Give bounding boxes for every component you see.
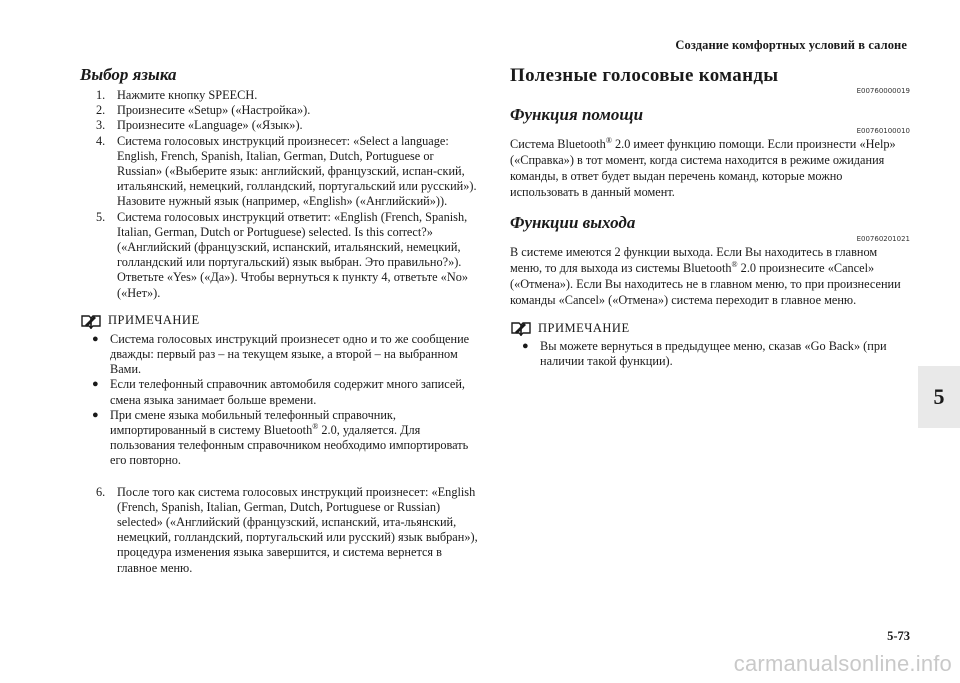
note-icon — [510, 320, 532, 336]
step-text: Произнесите «Setup» («Настройка»). — [117, 103, 311, 118]
note-label: ПРИМЕЧАНИЕ — [108, 313, 200, 328]
exit-text: В системе имеются 2 функции выхода. Если Вы находитесь в главном меню, то для выхода из системы Bluetooth® 2.0 произнесите «Cancel» («Отмена»). Если Вы находитесь не в главном меню, то при произнесении команды «Cancel» («Отмена») система переходит в главное меню. — [510, 245, 901, 307]
bullet-icon: ● — [522, 340, 529, 352]
note-text: При смене языка мобильный телефонный справочник, импортированный в систему Bluetooth® 2.0, удаляется. Для пользования телефонным справочником необходимо импортировать его повторно. — [110, 407, 469, 468]
exit-section — [510, 212, 910, 308]
step-item-6 — [80, 485, 480, 576]
note-item — [80, 377, 480, 407]
note-heading — [80, 313, 480, 329]
note-text: Если телефонный справочник автомобиля содержит много записей, смена языка занимает больше времени. — [110, 377, 465, 407]
step-text: Система голосовых инструкций ответит: «English (French, Spanish, Italian, German, Dutch or Portuguese) selected. Is this correct?» («Английский (французский, испанский, итальянский, немецкий, голландский или португальский) язык выбран. Это правильно?»). Ответьте «Yes» («Да»). Чтобы вернуться к пункту 4, ответьте «No» («Нет»). — [117, 209, 468, 300]
exit-code: E00760201021 — [856, 235, 910, 243]
step-text: Произнесите «Language» («Язык»). — [117, 118, 303, 133]
note-heading — [510, 320, 910, 336]
exit-title: Функции выхода — [510, 213, 636, 232]
language-steps — [80, 88, 480, 301]
page-number: 5-73 — [887, 629, 910, 643]
left-column — [80, 64, 480, 576]
note-icon — [80, 313, 102, 329]
note-list — [510, 339, 910, 369]
note-item — [510, 339, 910, 369]
help-title: Функция помощи — [510, 105, 644, 124]
step-item: 1. Нажмите кнопку SPEECH. — [80, 88, 480, 103]
right-column — [510, 64, 910, 369]
bullet-icon: ● — [92, 332, 99, 345]
step-text: Нажмите кнопку SPEECH. — [117, 88, 258, 102]
help-section — [510, 104, 910, 200]
note-list — [80, 332, 480, 469]
step-item: 4. Система голосовых инструкций произнесет: «Select a language: English, French, Spanish, Italian, German, Dutch, Portuguese or Russian» («Выберите язык: английский, французский, испан-ский, итальянский, немецкий, голландский, португальский или русский»). Назовите нужный язык (например, «English» («Английский»)). — [80, 134, 480, 210]
step-item: 5. Система голосовых инструкций ответит: «English (French, Spanish, Italian, German, Dutch or Portuguese) selected. Is this correct?» («Английский (французский, испанский, итальянский, немецкий, голландский или португальский) язык выбран. Это правильно?»). Ответьте «Yes» («Да»). Чтобы вернуться к пункту 4, ответьте «No» («Нет»). — [80, 210, 480, 301]
watermark: carmanualsonline.info — [733, 651, 952, 676]
section-title-voice-commands: Полезные голосовые команды — [510, 65, 779, 86]
bullet-icon: ● — [92, 408, 99, 421]
step-text: Система голосовых инструкций произнесет: «Select a language: English, French, Spanish, Italian, German, Dutch, Portuguese or Russian» («Выберите язык: английский, французский, испан-ский, итальянский, немецкий, голландский, португальский или русский»). Назовите нужный язык (например, «English» («Английский»)). — [117, 133, 477, 209]
note-text: Система голосовых инструкций произнесет одно и то же сообщение дважды: первый раз – на текущем языке, а второй – на выбранном Вами. — [110, 331, 470, 377]
step-number: 6. — [96, 484, 106, 499]
note-item — [80, 408, 480, 469]
step-item: 2. Произнесите «Setup» («Настройка»). — [80, 103, 480, 118]
chapter-tab: 5 — [918, 366, 960, 428]
help-text: Система Bluetooth® 2.0 имеет функцию помощи. Если произнести «Help» («Справка») в тот момент, когда система находится в режиме ожидания команды, в ответ будет выдан перечень команд, которые можно использовать в данный момент. — [510, 135, 896, 199]
bullet-icon: ● — [92, 378, 99, 391]
section-code: E00760000019 — [856, 87, 910, 95]
note-text: Вы можете вернуться в предыдущее меню, сказав «Go Back» (при наличии такой функции). — [540, 339, 887, 369]
step-item: 3. Произнесите «Language» («Язык»). — [80, 118, 480, 133]
note-item — [80, 332, 480, 378]
help-code: E00760100010 — [856, 127, 910, 135]
running-header: Создание комфортных условий в салоне — [675, 38, 907, 52]
section-title-language: Выбор языка — [80, 65, 177, 84]
step-text: После того как система голосовых инструкций произнесет: «English (French, Spanish, Italian, German, Dutch, Portuguese or Russian) selected» («Английский (французский, испанский, ита-льянский, немецкий, голландский, португальский или русский) язык выбран»), процедура изменения языка завершится, и система вернется в главное меню. — [117, 484, 478, 575]
note-label: ПРИМЕЧАНИЕ — [538, 320, 630, 335]
